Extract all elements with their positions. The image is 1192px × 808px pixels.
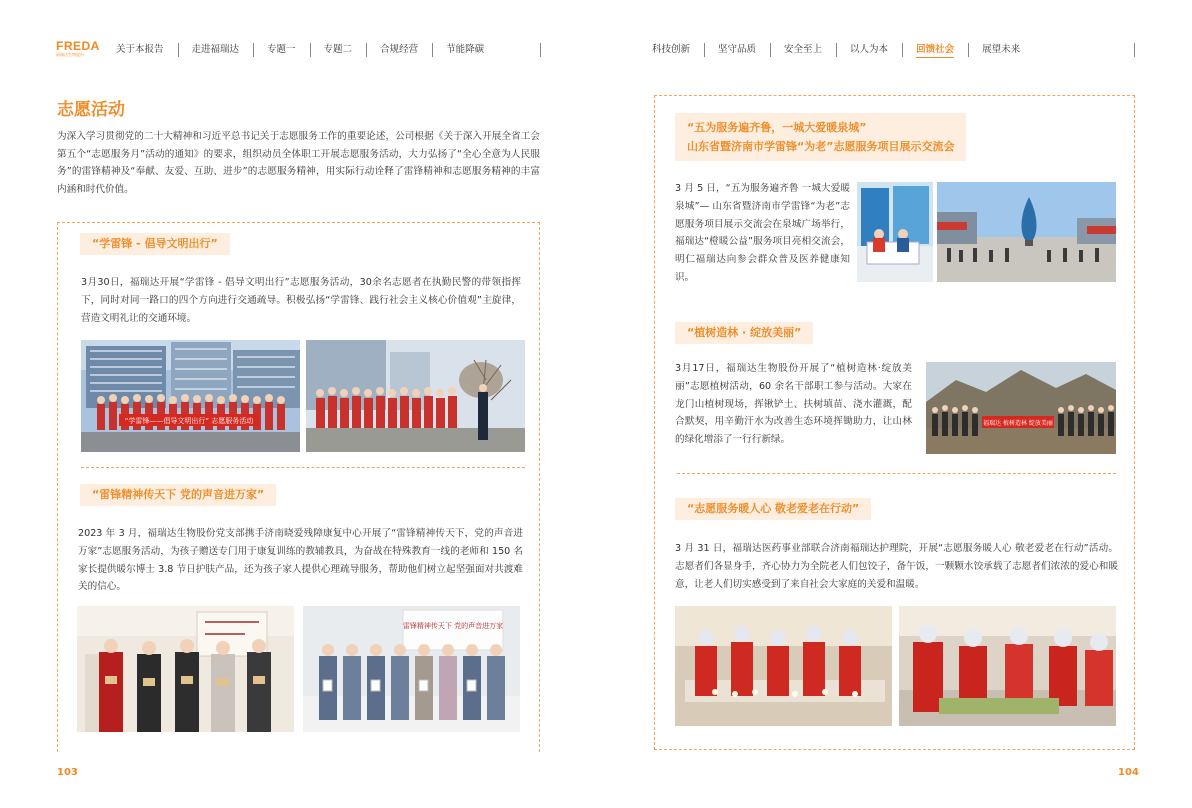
nav-left — [102, 42, 498, 58]
heading-line-1: “五为服务遍齐鲁，一城大爱暖泉城” — [687, 121, 867, 134]
intro-paragraph: 为深入学习贯彻党的二十大精神和习近平总书记关于志愿服务工作的重要论述，公司根据《关于深入开展全省工会第五个“志愿服务月”活动的通知》的要求，组织动员全体职工开展志愿服务活动，大力弘扬了“全心全意为人民服务”的雷锋精神及“奉献、友爱、互助、进步”的志愿服务精神，用实际行动诠释了雷锋精神和志愿服务精神的丰富内涵和时代价值。 — [57, 131, 540, 195]
section-text-learn-leifeng: 3月30日，福瑞达开展“学雷锋 - 倡导文明出行”志愿服务活动，30余名志愿者在执勤民警的带领指挥下，同时对同一路口的四个方向进行交通疏导。积极弘扬“学雷锋、践行社会主义核心价值观”主旋律，营造文明礼让的交通环境。 — [81, 277, 521, 324]
nav-separator — [1134, 43, 1135, 57]
logo-wordmark: FREDA — [56, 39, 100, 53]
page-number-left: 103 — [57, 767, 78, 778]
nav-item-energy-saving[interactable]: 节能降碳 — [432, 42, 498, 58]
photo-volunteers-with-police — [306, 340, 525, 452]
nav-separator — [540, 43, 541, 57]
section-heading-leifeng-spirit: “雷锋精神传天下 党的声音进万家” — [80, 484, 276, 506]
page-number-right: 104 — [1118, 767, 1139, 778]
banner-tree-planting: 福瑞达 植树造林 绽放美丽 — [983, 420, 1053, 427]
nav-item-people[interactable]: 以人为本 — [836, 42, 902, 58]
page-title: 志愿活动 — [57, 100, 125, 120]
section-heading-five-services — [675, 113, 966, 161]
photo-tree-planting — [926, 362, 1116, 454]
nav-item-topic-one[interactable]: 专题一 — [253, 42, 310, 58]
photo-group-with-banner — [303, 606, 520, 732]
section-text-five-services: 3 月 5 日，“五为服务遍齐鲁 一城大爱暖泉城”— 山东省暨济南市学雷锋“为老”志愿服务项目展示交流会在泉城广场举行，福瑞达“橙暖公益”服务项目亮相交流会，明仁福瑞达向参会群众普及医养健康知识。 — [675, 183, 850, 283]
nav-item-outlook[interactable]: 展望未来 — [968, 42, 1034, 58]
photo-quancheng-square — [937, 182, 1116, 282]
section-text-tree-planting: 3月17日，福瑞达生物股份开展了“植树造林·绽放美丽”志愿植树活动，60 余名干部职工参与活动。大家在龙门山植树现场，挥锹铲土、扶树填苗、浇水灌溉，配合默契，用辛勤汗水为改善生态环境挥锄助力，让山林的绿化增添了一行行新绿。 — [675, 363, 912, 446]
freda-logo[interactable] — [56, 40, 98, 60]
nav-item-about-report[interactable]: 关于本报告 — [116, 44, 164, 55]
section-divider — [677, 473, 1116, 474]
banner-leifeng: 雷锋精神传天下 党的声音进万家 — [402, 622, 504, 630]
nav-item-society[interactable] — [902, 42, 968, 58]
banner-traffic: “学雷锋——倡导文明出行” 志愿服务活动 — [124, 417, 254, 425]
photo-traffic-volunteers — [81, 340, 300, 452]
logo-subtitle: 福瑞达生物股份 — [56, 52, 84, 57]
section-divider — [81, 467, 525, 468]
heading-line-2: 山东省暨济南市学雷锋“为老”志愿服务项目展示交流会 — [687, 140, 955, 153]
nav-item-topic-two[interactable]: 专题二 — [310, 42, 367, 58]
nav-right — [638, 42, 1034, 58]
section-text-elderly-care: 3 月 31 日，福瑞达医药事业部联合济南福瑞达护理院，开展“志愿服务暖人心 敬老爱老在行动”活动。志愿者们各显身手，齐心协力为全院老人们包饺子，备午饭，一颗颗水饺承载了志愿者们浓浓的爱心和暖意，让老人们切实感受到了来自社会大家庭的关爱和温暖。 — [675, 543, 1118, 590]
nav-item-compliance[interactable]: 合规经营 — [366, 42, 432, 58]
section-heading-elderly-care: “志愿服务暖人心 敬老爱老在行动” — [675, 498, 871, 520]
photo-making-dumplings-1 — [675, 606, 892, 726]
photo-making-dumplings-2 — [899, 606, 1116, 726]
section-heading-tree-planting: “植树造林 · 绽放美丽” — [675, 322, 813, 344]
nav-item-quality[interactable]: 坚守品质 — [704, 42, 770, 58]
nav-item-about-freda[interactable]: 走进福瑞达 — [178, 42, 254, 58]
nav-item-society-label: 回馈社会 — [916, 44, 954, 58]
section-heading-learn-leifeng: “学雷锋 - 倡导文明出行” — [80, 233, 230, 255]
nav-item-safety[interactable]: 安全至上 — [770, 42, 836, 58]
section-text-leifeng-spirit: 2023 年 3 月，福瑞达生物股份党支部携手济南晓爱残障康复中心开展了“雷锋精神传天下，党的声音进万家”志愿服务活动，为孩子赠送专门用于康复训练的教辅教具，为奋战在特殊教育一线的老师和 150 名家长提供暖尔博士 3.8 节日护肤产品，还为孩子家人提供心理疏导服务，帮助他们树立起坚强面对共渡难关的信心。 — [78, 528, 523, 593]
nav-item-innovation[interactable]: 科技创新 — [652, 44, 691, 55]
photo-gift-handover — [77, 606, 294, 732]
photo-exhibition-booth — [857, 182, 933, 282]
